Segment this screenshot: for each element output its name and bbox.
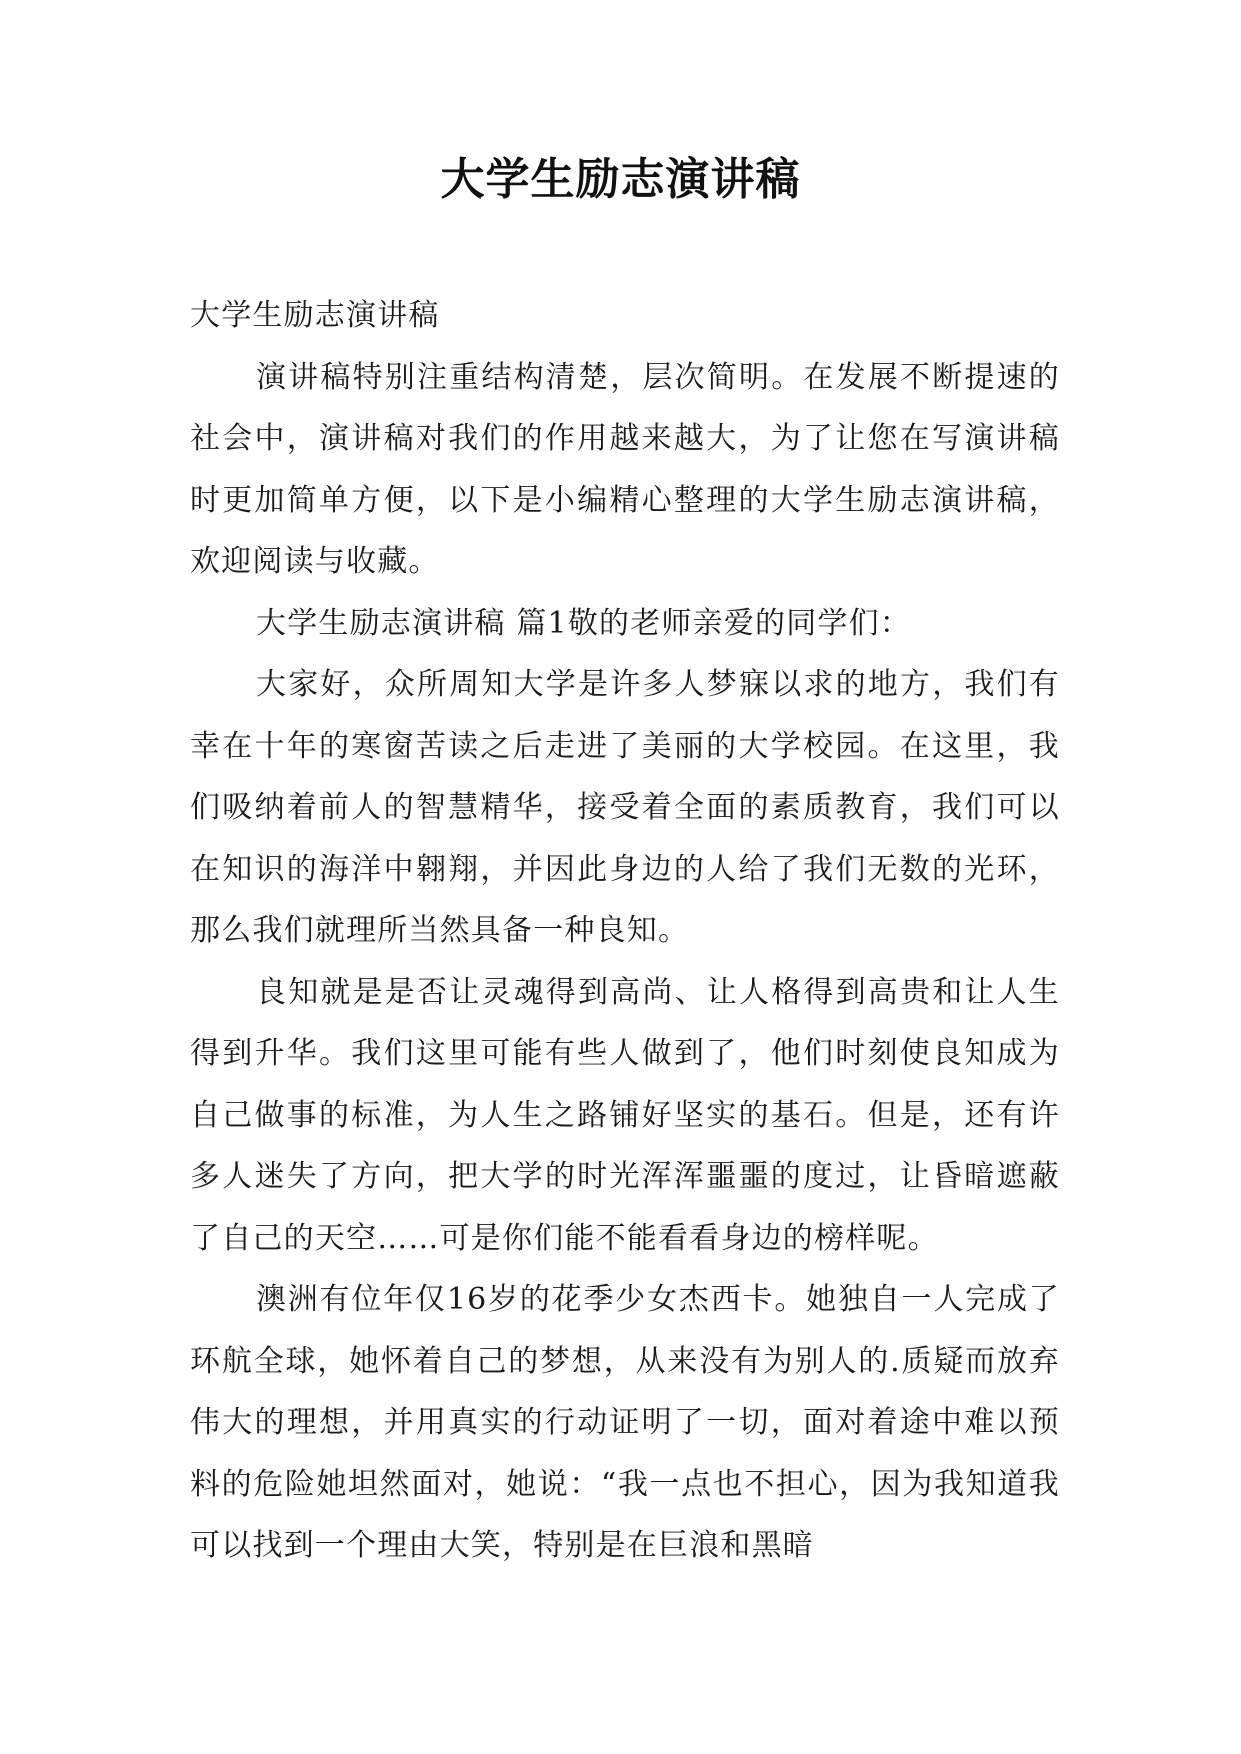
document-body [190, 285, 1060, 1577]
paragraph-body: 澳洲有位年仅16岁的花季少女杰西卡。她独自一人完成了环航全球，她怀着自己的梦想，从来没有为别人的.质疑而放弃伟大的理想，并用真实的行动证明了一切，面对着途中难以预料的危险她坦然面对，她说：“我一点也不担心，因为我知道我可以找到一个理由大笑，特别是在巨浪和黑暗 [190, 1282, 1060, 1563]
paragraph-section-heading: 大学生励志演讲稿 篇1敬的老师亲爱的同学们： [256, 605, 912, 641]
page-title: 大学生励志演讲稿 [440, 154, 801, 205]
paragraph-subtitle: 大学生励志演讲稿 [190, 298, 440, 333]
paragraph-body: 大家好，众所周知大学是许多人梦寐以求的地方，我们有幸在十年的寒窗苦读之后走进了美丽的大学校园。在这里，我们吸纳着前人的智慧精华，接受着全面的素质教育，我们可以在知识的海洋中翱翔，并因此身边的人给了我们无数的光环，那么我们就理所当然具备一种良知。 [190, 667, 1060, 948]
paragraph-body: 良知就是是否让灵魂得到高尚、让人格得到高贵和让人生得到升华。我们这里可能有些人做到了，他们时刻使良知成为自己做事的标准，为人生之路铺好坚实的基石。但是，还有许多人迷失了方向，把大学的时光浑浑噩噩的度过，让昏暗遮蔽了自己的天空……可是你们能不能看看身边的榜样呢。 [190, 974, 1060, 1256]
paragraph-intro: 演讲稿特别注重结构清楚，层次简明。在发展不断提速的社会中，演讲稿对我们的作用越来越大，为了让您在写演讲稿时更加简单方便，以下是小编精心整理的大学生励志演讲稿，欢迎阅读与收藏。 [190, 359, 1060, 579]
